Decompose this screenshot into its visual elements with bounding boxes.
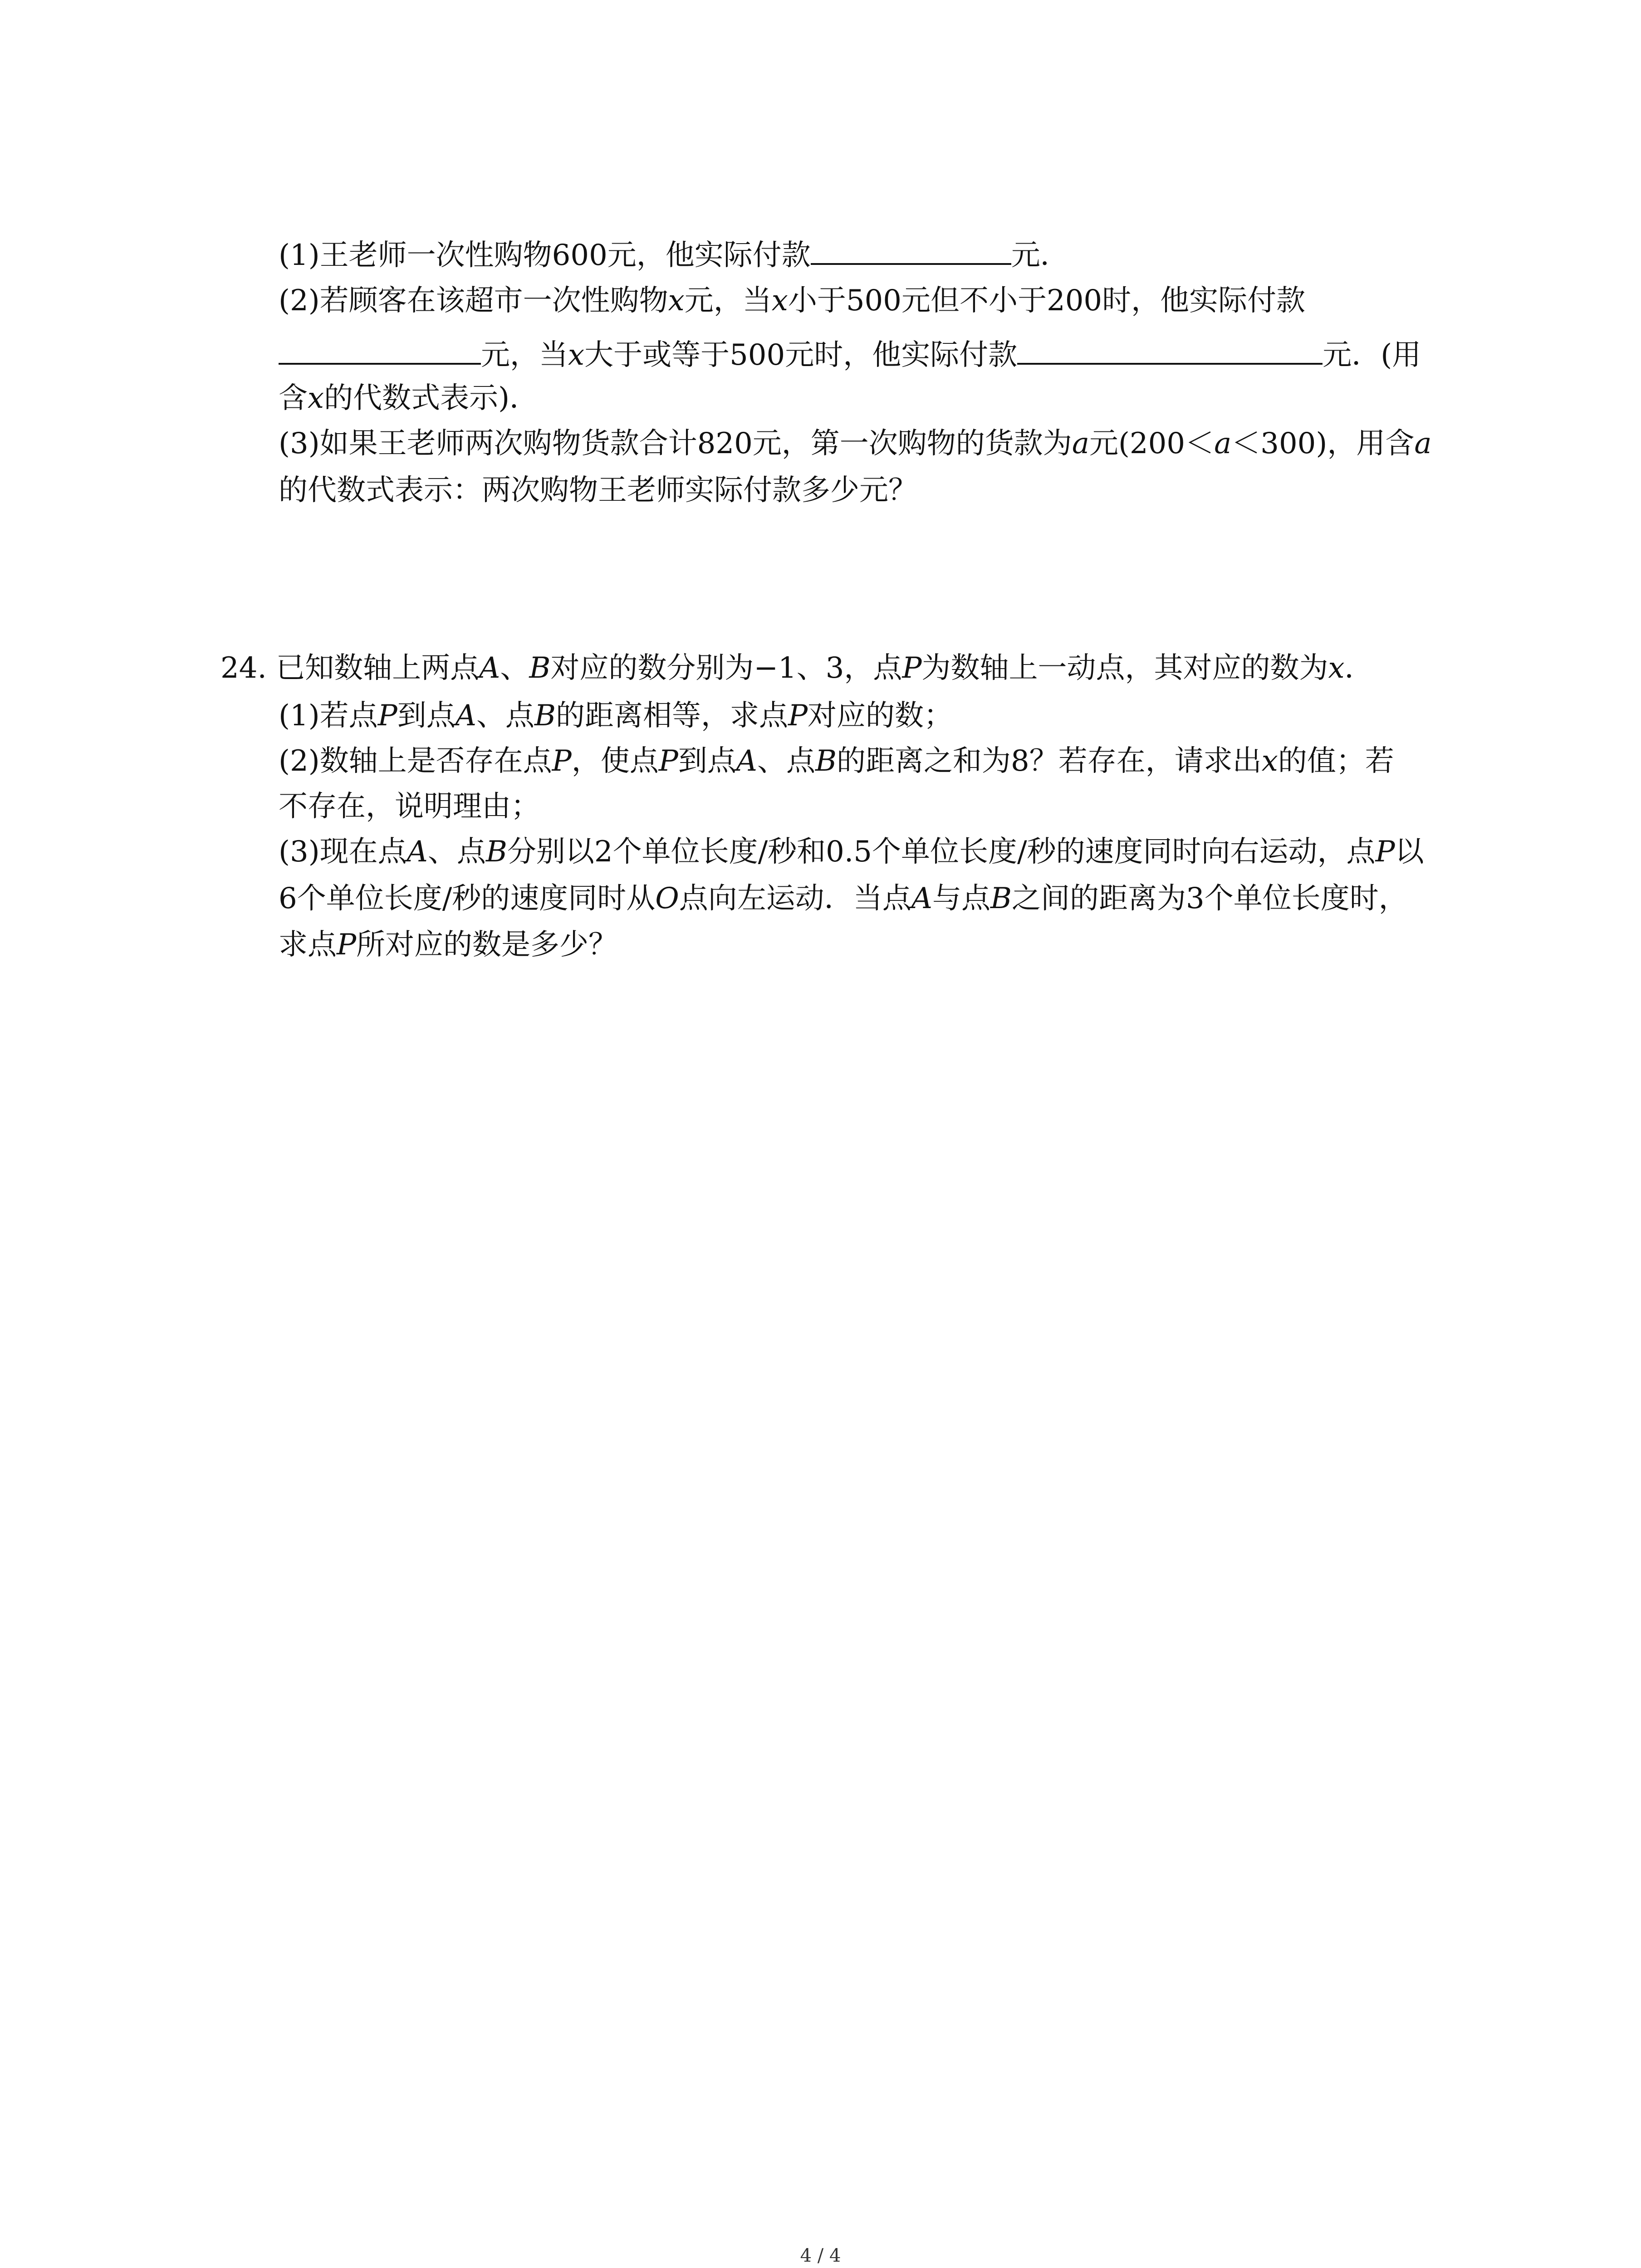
answer-blank-1[interactable] <box>811 235 1011 265</box>
point-b: B <box>529 651 551 685</box>
variable-x: x <box>771 284 788 318</box>
variable-x: x <box>1261 744 1278 778</box>
text-segment: 含 <box>279 381 308 415</box>
q23-part1-text: (1)王老师一次性购物600元，他实际付款 <box>279 239 811 272</box>
text-segment: 、 <box>500 651 529 685</box>
text-segment: 为数轴上一动点，其对应的数为 <box>921 651 1328 685</box>
variable-x: x <box>668 284 685 318</box>
point-p: P <box>788 699 808 733</box>
q24-part3-line3 <box>279 923 617 967</box>
text-segment: 到点 <box>678 744 736 778</box>
q24-part1 <box>279 694 953 738</box>
q24-stem <box>220 646 1374 690</box>
q24-part2-line1 <box>279 739 1394 783</box>
q23-part3-line1 <box>279 422 1432 465</box>
answer-blank-2[interactable] <box>279 335 481 365</box>
text-segment: (1)若点 <box>279 699 378 733</box>
point-p: P <box>1375 835 1395 869</box>
text-segment: (3)现在点 <box>279 835 407 869</box>
question-number: 24. <box>220 651 267 685</box>
variable-x: x <box>568 338 585 372</box>
text-segment: 分别以2个单位长度/秒和0.5个单位长度/秒的速度同时向右运动，点 <box>507 835 1376 869</box>
text-segment: 元．(用 <box>1323 338 1421 372</box>
point-a: A <box>736 744 757 778</box>
text-segment: 以 <box>1395 835 1424 869</box>
text-segment: 点向左运动．当点 <box>679 882 911 915</box>
point-a: A <box>911 882 932 915</box>
point-p: P <box>377 699 397 733</box>
variable-a: a <box>1072 427 1089 460</box>
text-segment: 的值；若 <box>1278 744 1394 778</box>
text-segment: 元，当 <box>684 284 772 318</box>
point-p: P <box>337 928 357 962</box>
text-segment: 之间的距离为3个单位长度时， <box>1012 882 1408 915</box>
text-segment: 大于或等于500元时，他实际付款 <box>584 338 1018 372</box>
point-p: P <box>902 651 922 685</box>
variable-x: x <box>308 381 324 415</box>
text-segment: 求点 <box>279 928 337 962</box>
text-segment: 元(200＜ <box>1089 427 1215 460</box>
text-segment: 对应的数； <box>808 699 953 733</box>
text-segment: 所对应的数是多少？ <box>356 928 618 962</box>
text-segment: 小于500元但不小于200时，他实际付款 <box>788 284 1306 318</box>
q24-part2-line2 <box>279 785 540 828</box>
q23-part3-line2 <box>279 469 917 512</box>
text-segment: 到点 <box>397 699 456 733</box>
point-a: A <box>479 651 500 685</box>
point-b: B <box>815 744 837 778</box>
text-segment: ，使点 <box>571 744 659 778</box>
variable-a: a <box>1214 427 1232 460</box>
text-segment: 、点 <box>427 835 486 869</box>
point-p: P <box>552 744 572 778</box>
text-segment: 与点 <box>932 882 990 915</box>
text-segment: (2)数轴上是否存在点 <box>279 744 552 778</box>
text-segment: 的距离相等，求点 <box>555 699 788 733</box>
q24-part3-line1 <box>279 830 1424 874</box>
text-segment: 的距离之和为8？若存在，请求出 <box>837 744 1262 778</box>
point-o: O <box>655 882 679 915</box>
text-segment: 6个单位长度/秒的速度同时从 <box>279 882 656 915</box>
point-b: B <box>990 882 1012 915</box>
text-segment: 、点 <box>476 699 534 733</box>
text-segment: ＜300)，用含 <box>1231 427 1415 460</box>
q23-part2-line1 <box>279 279 1305 323</box>
text-segment: 不存在，说明理由； <box>279 790 540 823</box>
q23-part1 <box>279 234 1069 277</box>
point-b: B <box>534 699 556 733</box>
q24-part3-line2 <box>279 877 1408 920</box>
text-segment: ． <box>1344 651 1374 685</box>
page-number: 4 / 4 <box>800 2245 841 2266</box>
point-p: P <box>658 744 678 778</box>
point-a: A <box>407 835 428 869</box>
text-segment: (2)若顾客在该超市一次性购物 <box>279 284 668 318</box>
q23-part2-line2 <box>279 333 1421 377</box>
text-segment: 对应的数分别为−1、3，点 <box>550 651 902 685</box>
point-a: A <box>455 699 476 733</box>
q23-part1-unit: 元． <box>1011 239 1069 272</box>
text-segment: 、点 <box>757 744 815 778</box>
variable-x: x <box>1328 651 1345 685</box>
text-segment: 已知数轴上两点 <box>276 651 480 685</box>
text-segment: 的代数式表示：两次购物王老师实际付款多少元？ <box>279 474 917 507</box>
q23-part2-line3 <box>279 376 539 420</box>
text-segment: 的代数式表示)． <box>324 381 539 415</box>
point-b: B <box>485 835 507 869</box>
variable-a: a <box>1414 427 1432 460</box>
text-segment: 元，当 <box>481 338 568 372</box>
answer-blank-3[interactable] <box>1017 335 1323 365</box>
text-segment: (3)如果王老师两次购物货款合计820元，第一次购物的货款为 <box>279 427 1072 460</box>
